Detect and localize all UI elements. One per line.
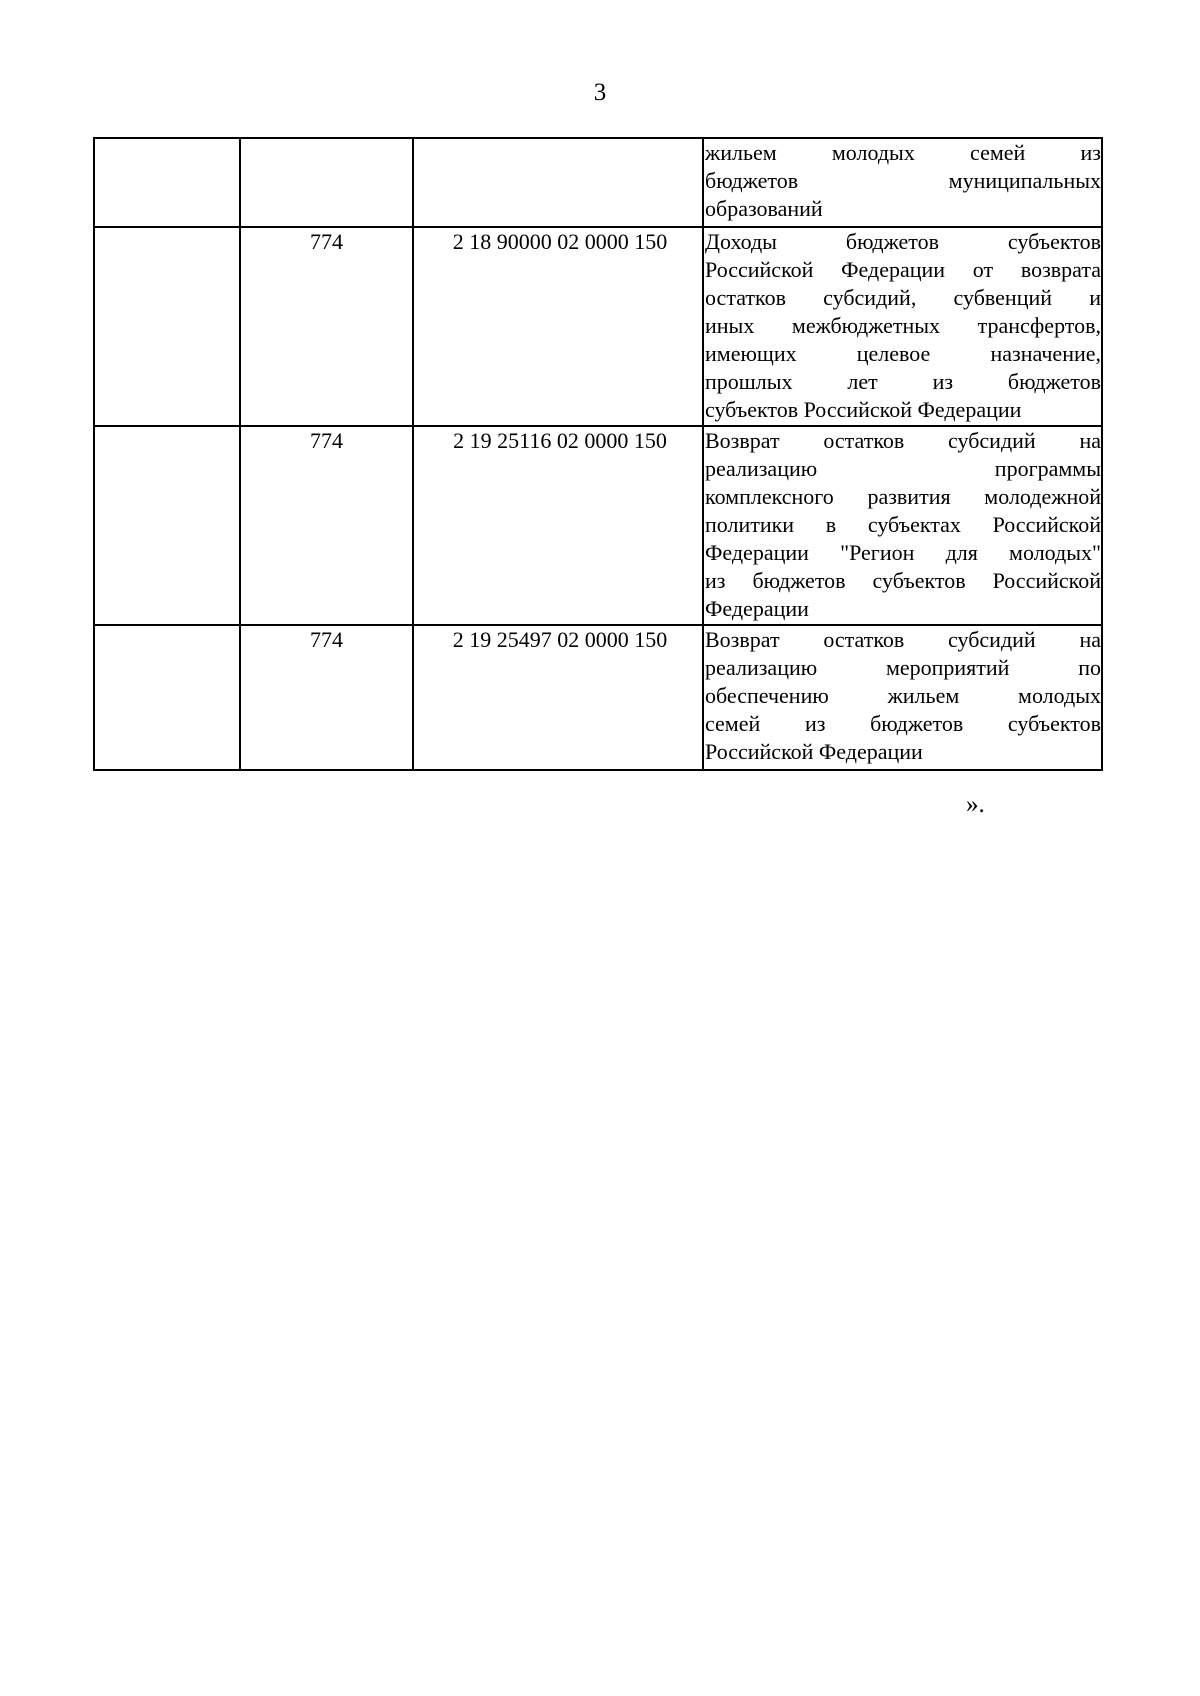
- budget-classification-code-cell: 2 18 90000 02 0000 150: [413, 227, 703, 426]
- administrator-code-cell: 774: [240, 625, 413, 770]
- description-line: комплексного развития молодежной: [705, 484, 1101, 509]
- description-line: жильем молодых семей из: [705, 140, 1101, 165]
- description-cell: [703, 227, 1102, 426]
- description-line: Доходы бюджетов субъектов: [705, 229, 1101, 254]
- budget-classification-code-cell: 2 19 25497 02 0000 150: [413, 625, 703, 770]
- budget-classification-code-cell: 2 19 25116 02 0000 150: [413, 426, 703, 625]
- description-line: политики в субъектах Российской: [705, 512, 1101, 537]
- closing-quote-mark: ».: [966, 791, 985, 818]
- administrator-code-cell: [240, 138, 413, 227]
- description-line: остатков субсидий, субвенций и: [705, 285, 1101, 310]
- description-cell: [703, 138, 1102, 227]
- description-line: Возврат остатков субсидий на: [705, 428, 1101, 453]
- description-line: Возврат остатков субсидий на: [705, 627, 1101, 652]
- row-number-cell: [94, 625, 240, 770]
- table-row: [94, 138, 1102, 227]
- description-line: субъектов Российской Федерации: [705, 397, 1022, 422]
- description-line: имеющих целевое назначение,: [705, 341, 1101, 366]
- description-line: образований: [705, 196, 823, 221]
- row-number-cell: [94, 138, 240, 227]
- row-number-cell: [94, 227, 240, 426]
- description-line: Российской Федерации от возврата: [705, 257, 1101, 282]
- table-row: [94, 227, 1102, 426]
- description-cell: [703, 625, 1102, 770]
- description-line: Российской Федерации: [705, 739, 923, 764]
- row-number-cell: [94, 426, 240, 625]
- description-line: реализацию программы: [705, 456, 1101, 481]
- table-row: [94, 426, 1102, 625]
- description-line: иных межбюджетных трансфертов,: [705, 313, 1101, 338]
- description-cell: [703, 426, 1102, 625]
- administrator-code-cell: 774: [240, 227, 413, 426]
- budget-classification-code-cell: [413, 138, 703, 227]
- description-line: бюджетов муниципальных: [705, 168, 1101, 193]
- description-line: обеспечению жильем молодых: [705, 683, 1101, 708]
- description-line: из бюджетов субъектов Российской: [705, 568, 1101, 593]
- description-line: реализацию мероприятий по: [705, 655, 1101, 680]
- administrator-code-cell: 774: [240, 426, 413, 625]
- description-line: Федерации "Регион для молодых": [705, 540, 1101, 565]
- page-number: 3: [593, 79, 607, 106]
- description-line: Федерации: [705, 596, 809, 621]
- description-line: прошлых лет из бюджетов: [705, 369, 1101, 394]
- description-line: семей из бюджетов субъектов: [705, 711, 1101, 736]
- table-row: [94, 625, 1102, 770]
- budget-codes-table: [93, 137, 1103, 771]
